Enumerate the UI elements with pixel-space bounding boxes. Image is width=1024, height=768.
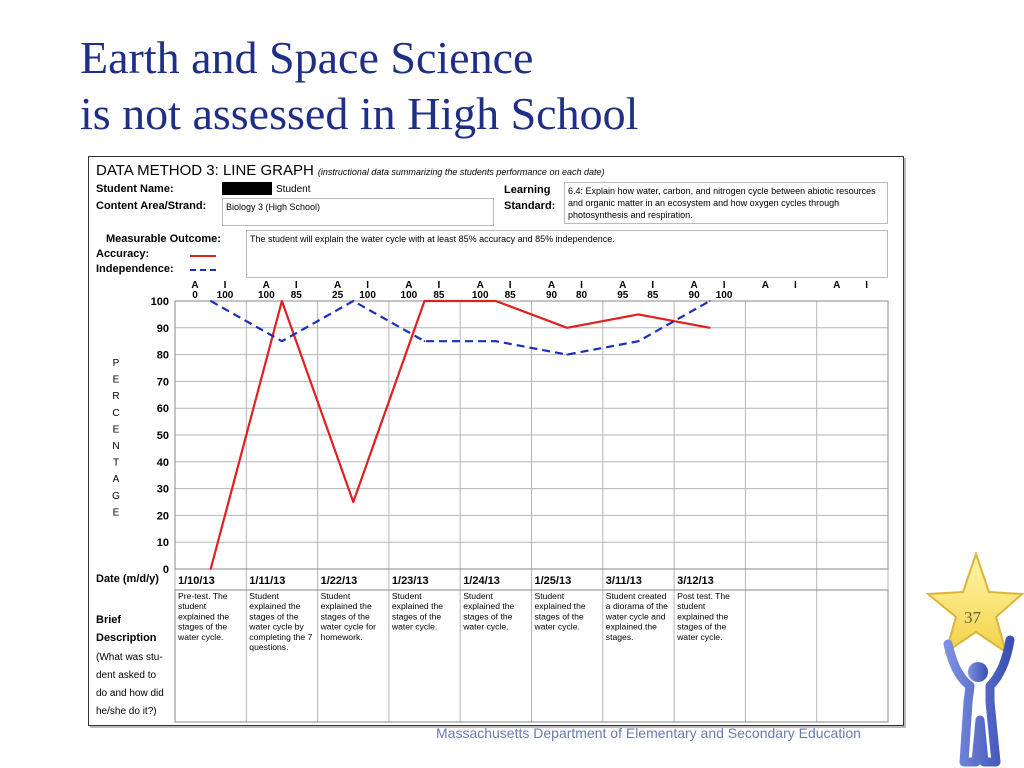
header-a-label: A [547, 280, 556, 291]
y-tick-label: 100 [150, 296, 169, 308]
header-i-value: 100 [216, 290, 234, 301]
y-axis-letter: E [112, 507, 120, 519]
data-point-independence [495, 340, 497, 342]
learning-label: Learning [504, 184, 551, 196]
description-label: Description [96, 632, 157, 644]
header-i-value: 85 [290, 290, 302, 301]
y-axis-label [112, 358, 120, 518]
header-a-value: 95 [617, 290, 629, 301]
brief-label: Brief [96, 614, 122, 626]
date-label: 1/23/13 [391, 575, 429, 587]
slide-title-line-2: is not assessed in High School [80, 88, 639, 139]
description-cell: Student explained the stages of the water cycle by completing the 7 questions. [249, 591, 313, 652]
star-figure-logo [918, 552, 1024, 768]
header-i-label: I [580, 280, 583, 291]
header-a-value: 100 [257, 290, 275, 301]
outcome-label: Measurable Outcome: [106, 233, 221, 245]
data-point-accuracy [638, 314, 640, 316]
slide-title-line-1: Earth and Space Science [80, 32, 534, 83]
y-axis-letter: R [112, 391, 120, 403]
data-point-accuracy [352, 501, 354, 503]
data-point-independence [352, 300, 354, 302]
brief-hint-1: (What was stu- [96, 652, 163, 663]
data-point-independence [566, 354, 568, 356]
data-point-accuracy [495, 300, 497, 302]
header-a-value: 90 [688, 290, 700, 301]
independence-legend-label: Independence: [96, 263, 174, 275]
description-cell: Student explained the stages of the water cycle for homework. [320, 591, 377, 642]
y-axis-letter: E [112, 424, 120, 436]
header-a-value: 25 [332, 290, 344, 301]
brief-hint-2: dent asked to [96, 670, 157, 681]
y-axis-letter: G [112, 490, 120, 502]
header-a-label: A [833, 280, 841, 291]
y-tick-label: 50 [156, 430, 169, 442]
header-a-label: A [333, 280, 342, 291]
header-i-label: I [794, 280, 797, 291]
y-tick-label: 70 [156, 376, 169, 389]
y-tick-label: 10 [156, 537, 169, 550]
header-i-label: I [223, 280, 227, 291]
header-i-label: I [294, 280, 298, 291]
data-point-independence [709, 300, 711, 302]
data-point-independence [638, 340, 640, 342]
accuracy-legend-label: Accuracy: [96, 248, 150, 260]
date-label: 1/22/13 [320, 575, 358, 587]
brief-hint-4: he/she do it?) [96, 706, 157, 717]
date-label: 1/11/13 [249, 575, 286, 587]
outcome-value: The student will explain the water cycle with at least 85% accuracy and 85% independence. [250, 234, 615, 244]
person-figure-icon [948, 640, 1010, 762]
header-i-label: I [651, 280, 655, 291]
y-tick-label: 30 [156, 483, 169, 496]
header-a-label: A [476, 280, 484, 291]
header-a-label: A [262, 280, 270, 291]
y-axis-ticks [151, 296, 169, 576]
date-label: 1/25/13 [534, 575, 572, 587]
data-point-accuracy [566, 327, 568, 329]
header-i-value: 85 [433, 290, 445, 301]
header-i-label: I [722, 280, 726, 291]
description-cell: Pre-test. The student explained the stages of the water cycle. [178, 591, 230, 642]
description-cell: Student created a diorama of the water cycle and explained the stages. [605, 591, 668, 642]
header-a-label: A [619, 280, 627, 291]
description-cell: Post test. The student explained the stages of the water cycle. [677, 591, 730, 642]
header-i-label: I [437, 280, 441, 291]
data-point-accuracy [709, 327, 711, 329]
student-name-value: Student [276, 184, 311, 195]
y-axis-letter: N [112, 441, 120, 452]
y-tick-label: 90 [156, 322, 169, 335]
date-row [178, 575, 714, 587]
y-tick-label: 0 [162, 564, 169, 576]
header-i-value: 80 [575, 290, 588, 301]
description-cell: Student explained the stages of the water cycle. [463, 591, 515, 632]
brief-hint-3: do and how did [96, 688, 164, 699]
y-axis-letter: A [112, 474, 120, 486]
content-area-label: Content Area/Strand: [96, 200, 207, 212]
header-i-label: I [865, 280, 869, 291]
data-point-accuracy [281, 300, 283, 302]
chart-grid [175, 301, 888, 722]
column-value-headers [191, 280, 868, 301]
y-tick-label: 60 [156, 403, 169, 416]
header-i-value: 100 [715, 290, 733, 301]
header-a-label: A [690, 280, 698, 291]
header-i-value: 85 [647, 290, 659, 301]
header-i-label: I [366, 280, 369, 291]
description-cell: Student explained the stages of the water cycle. [534, 591, 586, 632]
date-row-label: Date (m/d/y) [96, 573, 159, 585]
y-tick-label: 80 [156, 349, 169, 362]
header-a-label: A [761, 280, 770, 291]
y-axis-letter: C [112, 407, 120, 419]
y-tick-label: 40 [156, 456, 169, 469]
header-a-value: 0 [192, 290, 198, 301]
header-a-value: 100 [471, 290, 489, 301]
standard-label: Standard: [504, 200, 556, 212]
date-label: 1/10/13 [178, 575, 215, 587]
date-label: 1/24/13 [463, 575, 500, 587]
standard-value: 6.4: Explain how water, carbon, and nitrogen cycle between abiotic resources and organic matter in an ecosystem and how oxygen cycles through photosynthesis and respiration. [568, 186, 876, 220]
header-i-value: 100 [359, 290, 376, 301]
y-axis-letter: P [112, 358, 120, 369]
data-point-independence [210, 300, 212, 302]
date-label: 3/12/13 [677, 575, 714, 587]
data-point-accuracy [424, 300, 426, 302]
header-i-value: 85 [504, 290, 516, 301]
data-point-independence [424, 340, 426, 342]
form-title-text: DATA METHOD 3: LINE GRAPH [96, 162, 314, 179]
header-a-label: A [405, 280, 413, 291]
content-area-value: Biology 3 (High School) [226, 202, 321, 212]
description-row [177, 591, 730, 652]
description-cell: Student explained the stages of the water cycle. [391, 591, 444, 632]
header-a-label: A [191, 280, 199, 291]
form-title-note: (instructional data summarizing the students performance on each date) [317, 167, 605, 177]
header-i-label: I [508, 280, 512, 291]
page-number: 37 [964, 608, 981, 627]
header-a-value: 90 [545, 290, 558, 301]
y-axis-letter: T [112, 457, 120, 469]
data-point-accuracy [210, 568, 212, 570]
date-label: 3/11/13 [605, 575, 642, 587]
y-axis-letter: E [112, 374, 120, 386]
footer-text: Massachusetts Department of Elementary and Secondary Education [436, 725, 861, 741]
data-point-independence [281, 340, 283, 342]
header-a-value: 100 [400, 290, 418, 301]
y-tick-label: 20 [156, 510, 169, 523]
student-name-label: Student Name: [96, 183, 174, 195]
